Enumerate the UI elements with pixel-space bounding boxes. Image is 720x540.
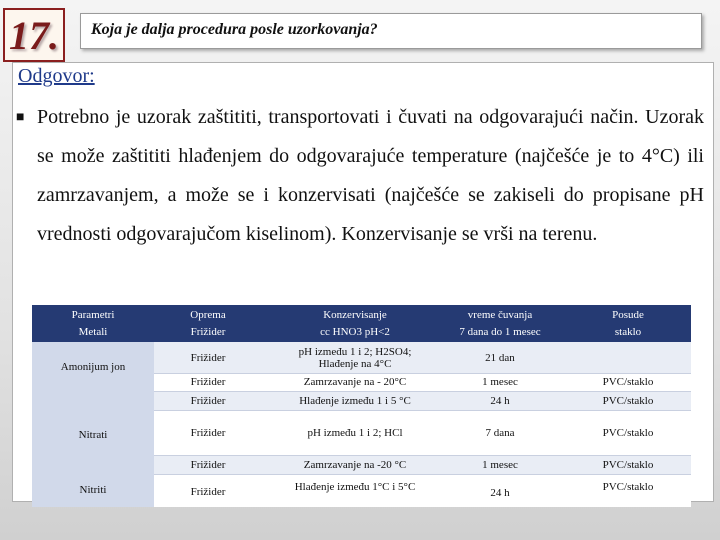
storage-table: [32, 305, 691, 507]
header-posude: Posude: [612, 309, 644, 321]
table-cell: Frižider: [190, 351, 226, 364]
table-cell: 1 mesec: [482, 458, 518, 471]
metali-konzervisanje: cc HNO3 pH<2: [320, 326, 390, 338]
metali-vreme: 7 dana do 1 mesec: [459, 326, 541, 338]
group-amonijum-jon: Amonijum jon: [60, 361, 126, 373]
metali-oprema: Frižider: [190, 326, 226, 338]
row-separator: [154, 474, 691, 475]
table-cell: Frižider: [190, 486, 226, 498]
metali-posude: staklo: [614, 326, 642, 338]
question-title: Koja je dalja procedura posle uzorkovanja?: [91, 21, 378, 38]
header-vreme-cuvanja: vreme čuvanja: [467, 309, 533, 321]
header-konzervisanje: Konzervisanje: [323, 309, 387, 321]
table-cell: Zamrzavanje na -20 °C: [303, 458, 407, 471]
table-cell: 1 mesec: [482, 376, 518, 388]
table-cell: Zamrzavanje na - 20°C: [303, 376, 407, 388]
table-cell: Frižider: [190, 426, 226, 439]
table-cell: 21 dan: [485, 351, 515, 364]
table-header: [32, 305, 691, 342]
table-cell: Hlađenje između 1°C i 5°C: [294, 481, 416, 493]
slide-number: 17.: [9, 12, 59, 58]
answer-heading: Odgovor:: [18, 65, 95, 87]
group-nitriti: Nitriti: [79, 484, 107, 496]
table-cell: PVC/staklo: [602, 481, 654, 493]
table-cell: Frižider: [190, 458, 226, 471]
table-cell: pH između 1 i 2; HCl: [307, 426, 403, 439]
table-cell: pH između 1 i 2; H2SO4; Hlađenje na 4°C: [298, 345, 412, 370]
table-cell: PVC/staklo: [602, 458, 654, 471]
header-oprema: Oprema: [190, 309, 226, 321]
group-nitrati: Nitrati: [78, 429, 108, 441]
metali-parametar: Metali: [78, 326, 108, 338]
question-title-box: [80, 13, 702, 49]
table-cell: Frižider: [190, 376, 226, 388]
header-parametri: Parametri: [71, 309, 115, 321]
slide-number-badge: [3, 8, 65, 62]
table-cell: 24 h: [490, 394, 510, 407]
square-bullet-icon: ■: [16, 110, 25, 125]
table-cell: PVC/staklo: [602, 426, 654, 439]
table-cell: [572, 342, 684, 373]
table-cell: Hlađenje između 1 i 5 °C: [299, 394, 411, 407]
answer-text: Potrebno je uzorak zaštititi, transportovati i čuvati na odgovarajući način. Uzorak se može zaštititi hlađenjem do odgovarajuće temperature (najčešće je to 4°C) ili zamrzavanjem, a može se i konzervisati (najčešće se zakiseli do propisane pH vrednosti odgovarajučom kiselinom). Konzervisanje se vrši na terenu.: [37, 106, 704, 245]
table-cell: Frižider: [190, 394, 226, 407]
table-cell: 7 dana: [485, 426, 515, 439]
answer-paragraph: [16, 98, 704, 254]
table-cell: PVC/staklo: [602, 394, 654, 407]
table-cell: PVC/staklo: [602, 376, 654, 388]
table-cell: 24 h: [490, 487, 510, 499]
